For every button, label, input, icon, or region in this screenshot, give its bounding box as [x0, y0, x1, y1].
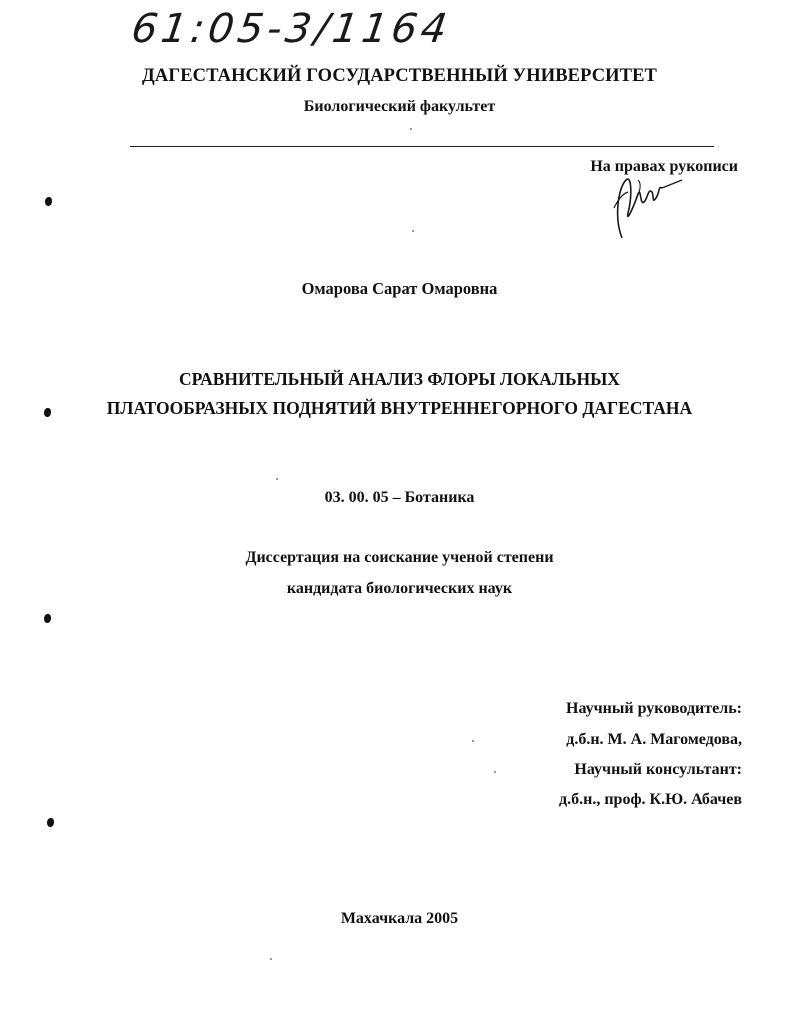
city-year: Махачкала 2005 [340, 910, 459, 927]
scan-speck [472, 740, 474, 742]
dissertation-degree-line-2: кандидата биологических наук [286, 580, 513, 597]
scan-speck [270, 958, 272, 960]
specialty-code: 03. 00. 05 – Ботаника [324, 489, 475, 506]
signature-icon [608, 158, 688, 248]
header-divider [130, 146, 714, 147]
university-name: ДАГЕСТАНСКИЙ ГОСУДАРСТВЕННЫЙ УНИВЕРСИТЕТ [142, 66, 657, 86]
consultant-label: Научный консультант: [574, 761, 742, 778]
faculty-name: Биологический факультет [303, 98, 496, 115]
archive-code-handwritten: 61:05-3/1164 [128, 6, 454, 52]
scan-speck [494, 771, 496, 773]
rights-note: На правах рукописи [590, 158, 738, 175]
supervisor-label: Научный руководитель: [566, 700, 742, 717]
binding-mark [45, 197, 52, 206]
dissertation-degree-line-1: Диссертация на соискание ученой степени [245, 549, 554, 566]
binding-mark [44, 614, 51, 623]
scan-speck [276, 478, 278, 480]
supervisor-name: д.б.н. М. А. Магомедова, [566, 731, 742, 748]
binding-mark [47, 818, 54, 827]
author-name: Омарова Сарат Омаровна [301, 279, 498, 298]
binding-mark [44, 408, 51, 417]
consultant-name: д.б.н., проф. К.Ю. Абачев [559, 791, 742, 808]
dissertation-title-line-2: ПЛАТООБРАЗНЫХ ПОДНЯТИЙ ВНУТРЕННЕГОРНОГО ДАГЕСТАНА [106, 398, 693, 418]
scan-speck [410, 128, 412, 130]
scan-speck [412, 230, 414, 232]
dissertation-title-line-1: СРАВНИТЕЛЬНЫЙ АНАЛИЗ ФЛОРЫ ЛОКАЛЬНЫХ [179, 369, 620, 389]
